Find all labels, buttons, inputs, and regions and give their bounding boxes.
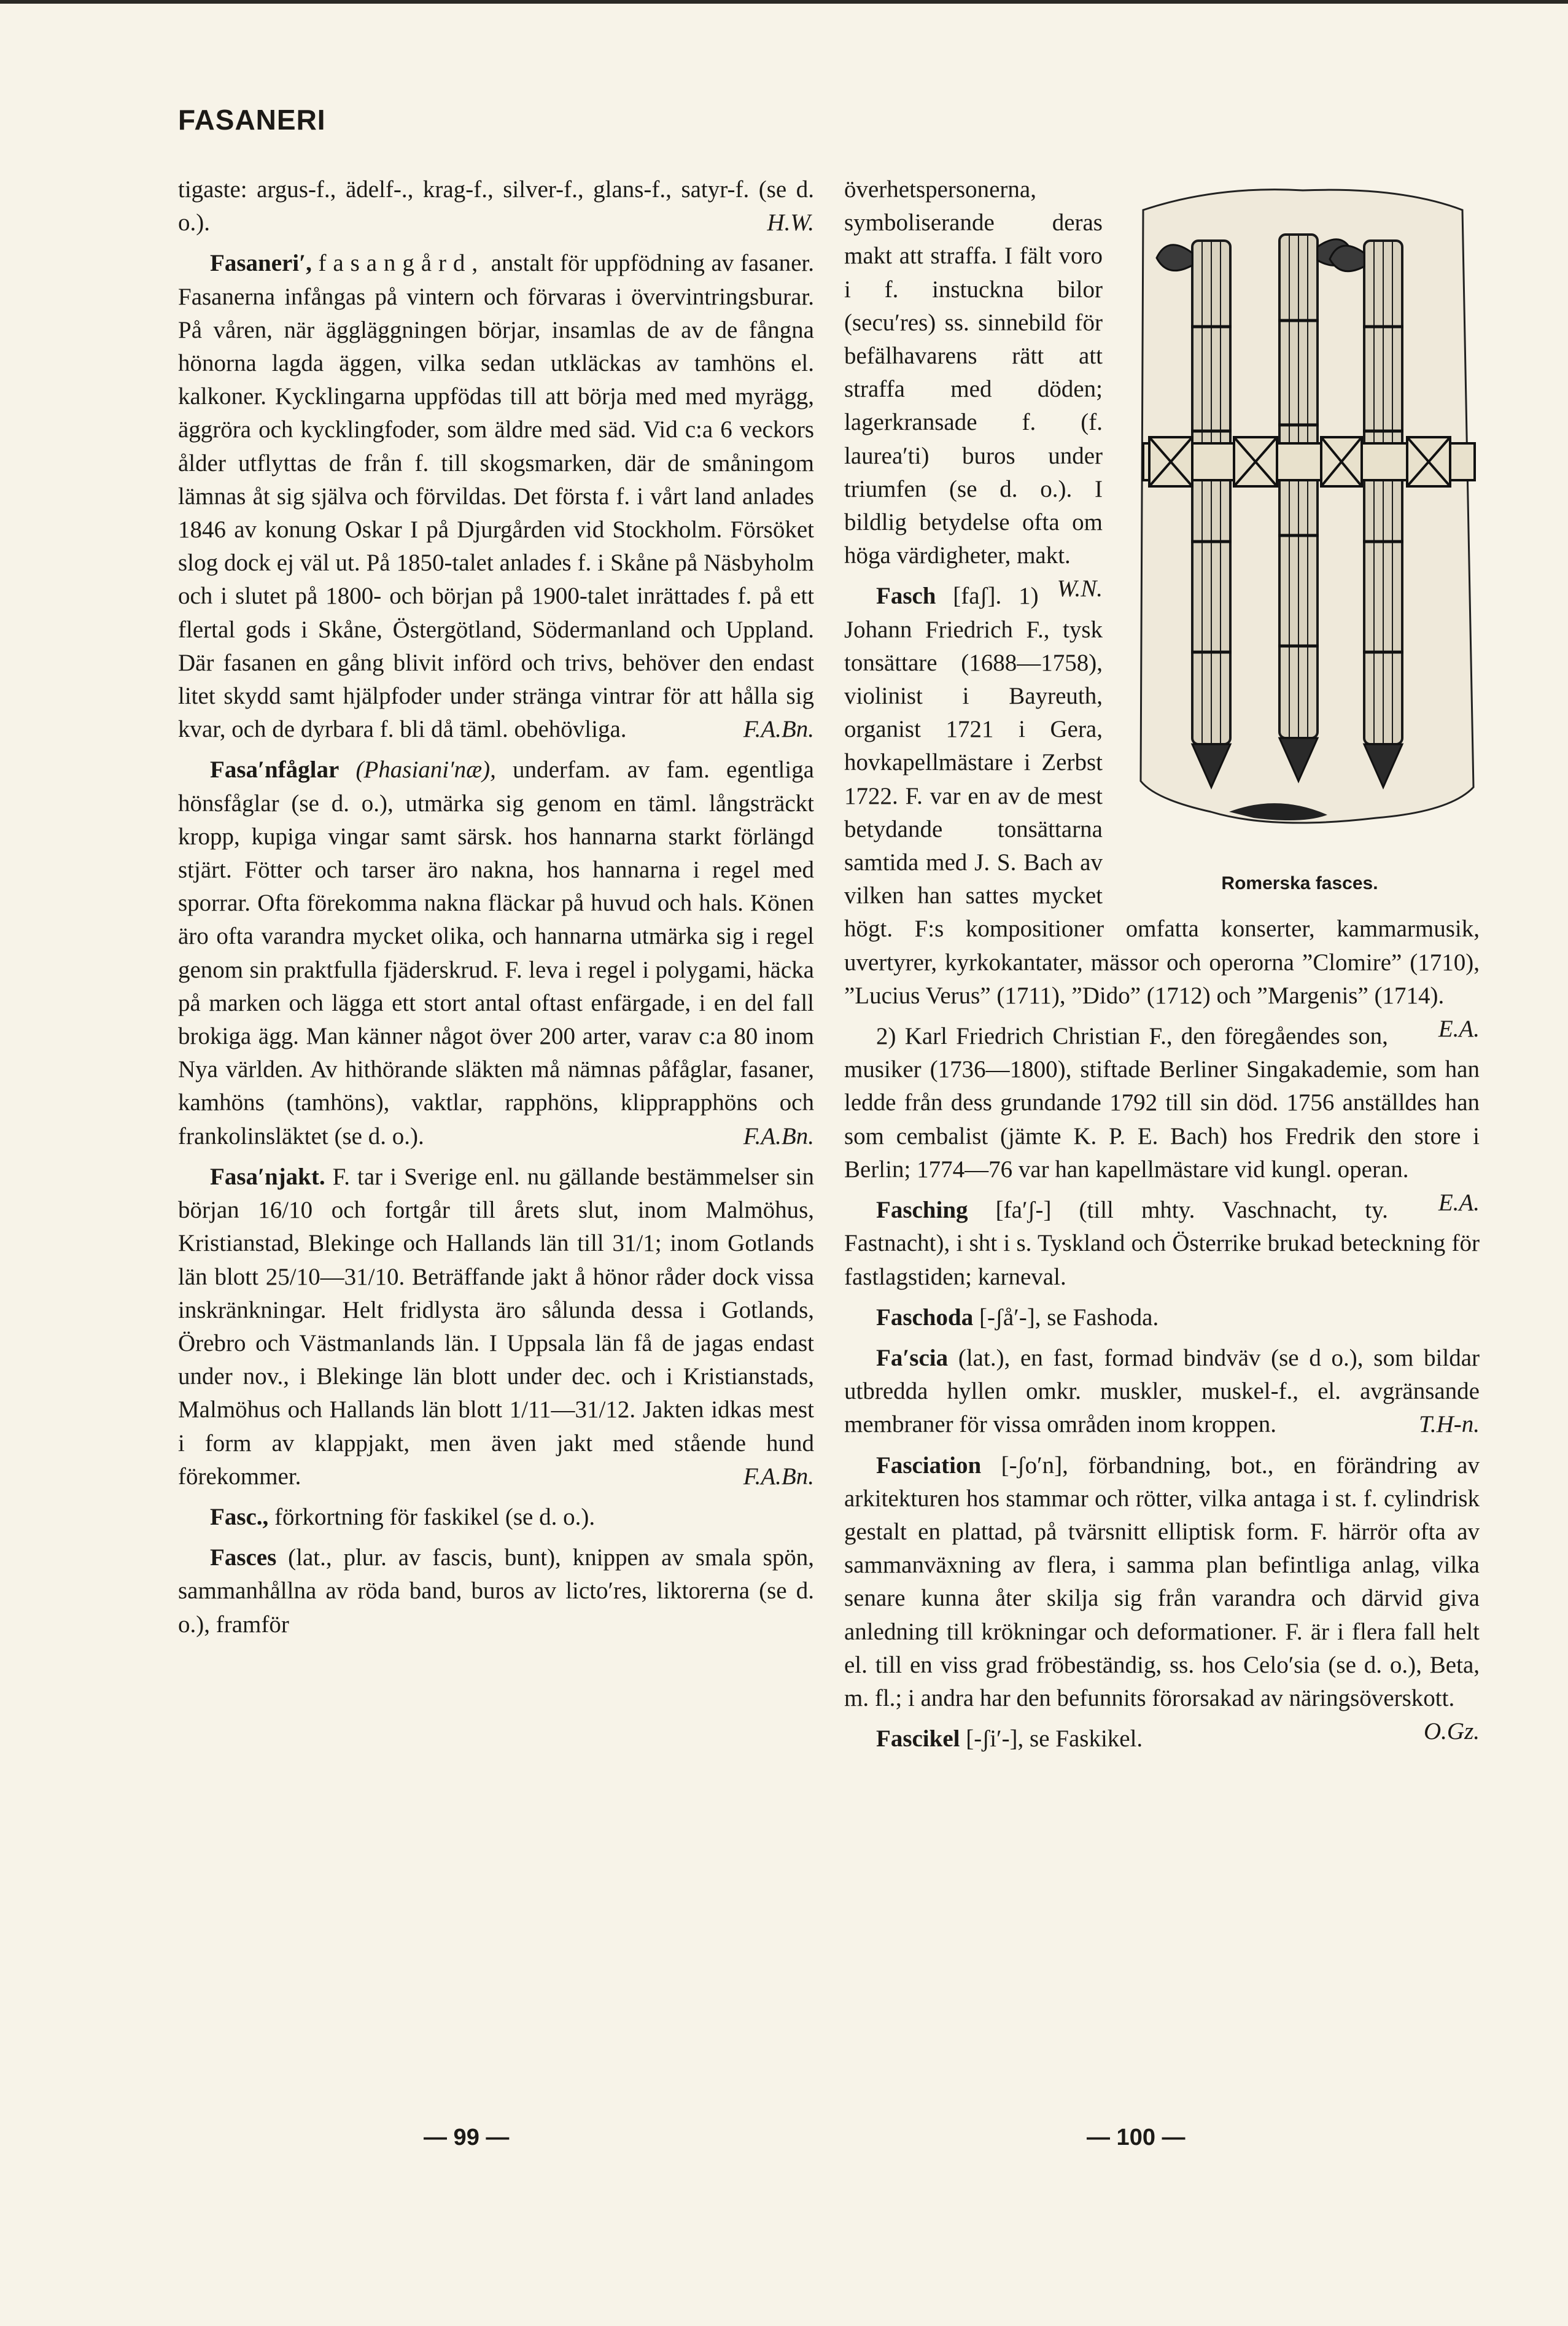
headword: Fa′scia <box>876 1344 949 1371</box>
entry-text: [fa′ʃ-] (till mhty. Vaschnacht, ty. Fastnacht), i sht i s. Tyskland och Österrike brukad beteckning för fastlagstiden; karneval. <box>844 1197 1480 1290</box>
headword: Fasa′njakt. <box>210 1163 325 1190</box>
headword: Fasc., <box>210 1503 269 1530</box>
author-signature: F.A.Bn. <box>743 1122 814 1149</box>
headword: Fasaneri′, <box>210 250 312 277</box>
fasces-figure <box>1119 173 1481 901</box>
author-signature: F.A.Bn. <box>743 716 814 743</box>
entry-fasces <box>178 1541 814 1641</box>
entry-text: underfam. av fam. egentliga hönsfåglar (se d. o.), utmärka sig genom en täml. långsträckt kropp, kupiga vingar samt särsk. hos hannarna starkt förlängd stjärt. Fötter och tarser äro nakna, hos hannarna i regel med sporrar. Ofta förekomma nakna fläckar på huvud och hals. Könen äro ofta varandra mycket olika, och hannarna utmärka sig i regel genom sin praktfulla fjäderskrud. F. leva i regel i polygami, häcka på marken och lägga ett stort antal oftast enfärgade, i en del fall brokiga ägg. Man känner något över 200 arter, varav c:a 80 inom Nya världen. Av hithörande släkten må nämnas påfåglar, fasaner, kamhöns (tamhöns), vaktlar, rapphöns, klipprapphöns och frankolinsläktet (se d. o.). <box>178 757 814 1149</box>
entry-text: [-ʃo′n], förbandning, bot., en förändring av arkitekturen hos stammar och rötter, vilka antaga i st. f. cylindrisk gestalt en plattad, på tvärsnitt elliptisk form. F. härrör ofta av sammanväxning av flera, i samma plan befintliga anlag, vilka senare kunna åter skilja sig från varandra och därvid giva anledning till krökningar och deformationer. F. är i flera fall helt el. till en viss grad fröbeständig, ss. hos Celo′sia (se d. o.), Beta, m. fl.; i andra har den befunnits förorsakad av näringsöverskott. <box>844 1452 1480 1711</box>
left-column <box>178 173 814 1641</box>
entry-fasaneri <box>178 247 814 746</box>
page-number-left: — 99 — <box>424 2125 510 2150</box>
author-signature: W.N. <box>1057 575 1103 602</box>
entry-text: [-ʃi′-], se Faskikel. <box>960 1725 1143 1752</box>
entry-text: tigaste: argus-f., ädelf-., krag-f., silver-f., glans-f., satyr-f. (se d. o.). <box>178 176 814 236</box>
running-head: FASANERI <box>178 104 326 136</box>
entry-fasching <box>844 1194 1480 1294</box>
author-signature: E.A. <box>1438 1016 1480 1043</box>
entry-fasanjakt <box>178 1161 814 1493</box>
fasces-illustration <box>1119 173 1481 861</box>
headword: Faschoda <box>876 1304 974 1331</box>
entry-faschoda <box>844 1301 1480 1334</box>
author-signature: H.W. <box>767 209 814 236</box>
entry-text: förkortning för faskikel (se d. o.). <box>268 1503 596 1530</box>
pronunciation: [faʃ]. <box>953 583 1002 610</box>
entry-fascikel <box>844 1722 1480 1756</box>
headword: Fasa′nfåglar <box>210 757 340 784</box>
right-column <box>844 173 1480 1756</box>
entry-fasc <box>178 1501 814 1534</box>
spaced-term: fasangård, <box>318 250 485 277</box>
crossbar <box>1143 437 1475 486</box>
entry-text: (lat., plur. av fascis, bunt), knippen av smala spön, sammanhållna av röda band, buros av licto′res, liktorerna (se d. o.), framför <box>178 1544 814 1638</box>
author-signature: T.H-n. <box>1419 1411 1480 1438</box>
figure-caption: Romerska fasces. <box>1221 873 1378 893</box>
headword: Fascikel <box>876 1725 960 1752</box>
entry-fascia <box>844 1342 1480 1442</box>
entry-text: anstalt för uppfödning av fasaner. Fasanerna infångas på vintern och förvaras i övervintringsburar. På våren, när äggläggningen börjar, insamlas de av de fångna hönorna lagda äggen, vilka sedan utkläckas av tamhöns el. kalkoner. Kycklingarna uppfödas till att börja med med myrägg, äggröra och kycklingfoder, som äldre med säd. Vid c:a 6 veckors ålder utflyttas de från f. till skogsmarken, där de småningom lämnas åt sig själva och förvildas. Det första f. i vårt land anlades 1846 av konung Oskar I på Djurgården vid Stockholm. Försöket slog dock ej väl ut. På 1850-talet anlades f. i Skåne på Näsbyholm och i slutet på 1800- och början på 1900-talet inrättades f. på ett flertal gods i Skåne, Östergötland, Södermanland och Uppland. Där fasanen en gång blivit införd och trivs, behöver den endast litet skydd samt hjälpfoder under stränga vintrar för att hålla sig kvar, och de dyrbara f. bli då täml. obehövliga. <box>178 250 815 743</box>
latin-term: (Phasiani′næ), <box>355 757 496 784</box>
entry-text: (lat.), en fast, formad bindväv (se d o.), som bildar utbredda hyllen omkr. muskler, muskel-f., el. avgränsande membraner för vissa områden inom kroppen. <box>844 1344 1480 1438</box>
entry-text: [-ʃå′-], se Fashoda. <box>973 1304 1159 1331</box>
page-number-right: — 100 — <box>1087 2125 1186 2150</box>
entry-text: 1) Johann Friedrich F., tysk tonsättare (1688—1758), violinist i Bayreuth, organist 1721 i Gera, hovkapellmästare i Zerbst 1722. F. var en av de mest betydande tonsättarna samtida med J. S. Bach av vilken han sattes mycket högt. F:s kompositioner omfatta konserter, kammarmusik, uvertyrer, kyrkokantater, mässor och operorna ”Clomire” (1710), ”Lucius Verus” (1711), ”Dido” (1712) och ”Margenis” (1714). <box>844 583 1480 1009</box>
headword: Fasces <box>210 1544 277 1571</box>
author-signature: F.A.Bn. <box>743 1463 814 1490</box>
entry-text: 2) Karl Friedrich Christian F., den föregåendes son, musiker (1736—1800), stiftade Berliner Singakademie, som han ledde från dess grundande 1792 till sin död. 1756 anställdes han som cembalist (jämte K. P. E. Bach) hos Fredrik den store i Berlin; 1774—76 var han kapellmästare vid kungl. operan. <box>844 1023 1480 1183</box>
fasces-bundles <box>1192 235 1402 744</box>
author-signature: O.Gz. <box>1423 1718 1480 1745</box>
page-edge-line <box>0 0 1568 4</box>
entry-text: F. tar i Sverige enl. nu gällande bestämmelser sin början 16/10 och fortgår till årets slut, inom Malmöhus, Kristianstad, Blekinge och Hallands län till 31/1; inom Gotlands län blott 25/10—31/10. Beträffande jakt å hönor råder dock vissa inskränkningar. Helt fridlysta äro sålunda dessa i Gotlands, Örebro och Västmanlands län. I Uppsala län få de jagas endast under nov., i Blekinge län blott under dec. och i Kristianstads, Malmöhus och Hallands län blott 1/11—31/12. Jakten idkas mest i form av klappjakt, men även jakt med stående hund förekommer. <box>178 1163 814 1490</box>
headword: Fasching <box>876 1197 968 1224</box>
headword: Fasciation <box>876 1452 982 1479</box>
author-signature: E.A. <box>1438 1189 1480 1216</box>
entry-continuation <box>178 173 814 239</box>
entry-fasanfaglar <box>178 753 814 1153</box>
headword: Fasch <box>876 583 936 610</box>
entry-text: överhetspersonerna, symboliserande deras makt att straffa. I fält voro i f. instuckna bilor (secu′res) ss. sinnebild för befälhavarens rätt att straffa med döden; lagerkransade f. (f. laurea′ti) buros under triumfen (se d. o.). I bildlig betydelse ofta om höga värdigheter, makt. <box>844 176 1103 569</box>
